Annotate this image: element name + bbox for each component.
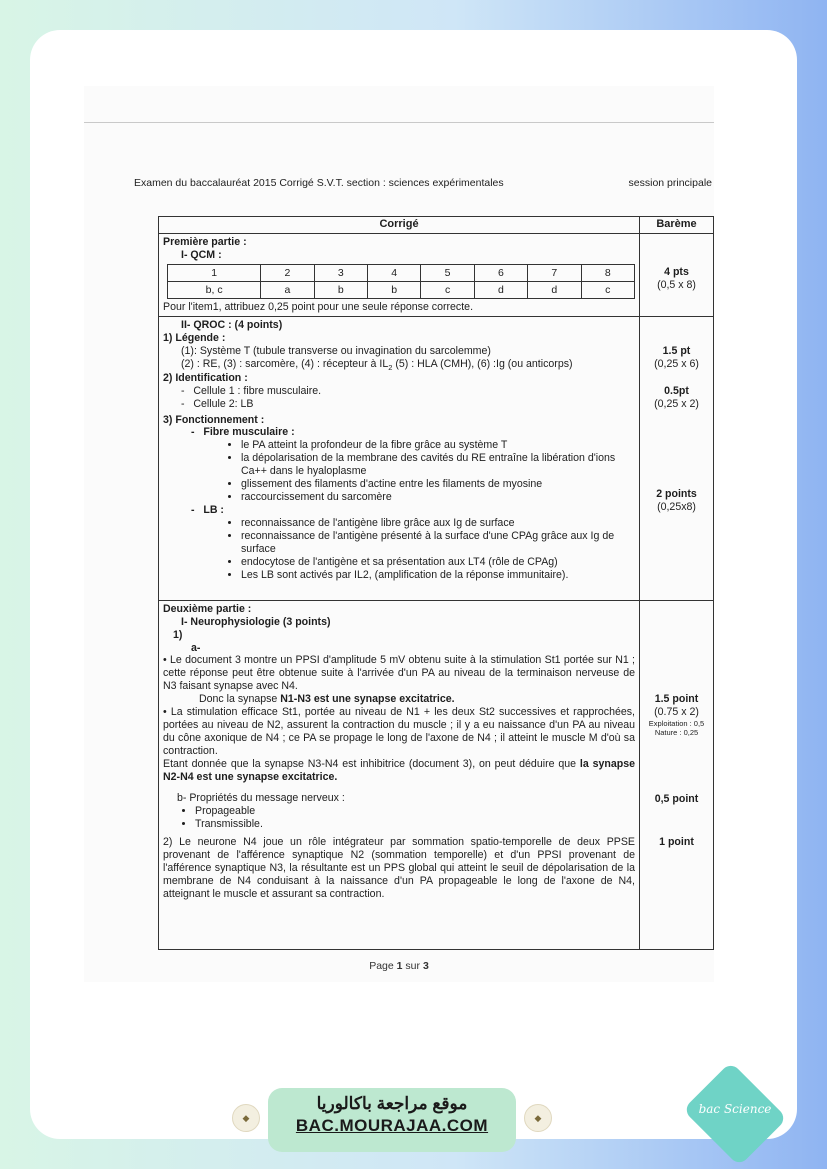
list-item: • reconnaissance de l'antigène présenté à la surface d'une CPAg grâce aux Ig de surface xyxy=(241,530,635,556)
paragraph-1: • Le document 3 montre un PPSI d'amplitude 5 mV obtenu suite à la stimulation St1 portée sur N1 ; cette réponse peut être obtenue suite à l'arrivée d'un PA au niveau de la terminaison nerveuse de N3 faisant synapse avec N4. xyxy=(163,654,636,693)
qcm-item: 3 xyxy=(314,264,367,281)
neuro-title: I- Neurophysiologie (3 points) xyxy=(181,615,331,628)
identification-cell-1-text: Cellule 1 : fibre musculaire. xyxy=(193,384,322,397)
identification-points-detail: (0,25 x 2) xyxy=(654,397,699,410)
fibre-title-text: Fibre musculaire : xyxy=(203,426,295,439)
qcm-item: 8 xyxy=(581,264,634,281)
qcm-note: Pour l'item1, attribuez 0,25 point pour une seule réponse correcte. xyxy=(163,300,474,313)
question-2-points: 1 point xyxy=(659,835,694,848)
question-a-note-exploitation: Exploitation : 0,5 xyxy=(648,718,705,728)
qcm-item: 2 xyxy=(261,264,314,281)
column-header-bareme: Barème xyxy=(640,217,714,234)
site-banner[interactable] xyxy=(268,1088,516,1152)
question-a-label: a- xyxy=(191,641,201,654)
qcm-answer-grid xyxy=(167,264,635,299)
qcm-answers-row xyxy=(168,281,635,298)
qroc-cell xyxy=(159,316,640,600)
fonctionnement-points-detail: (0,25x8) xyxy=(657,501,696,514)
question-1-label: 1) xyxy=(173,628,183,641)
paragraph-3-bold: la synapse N2-N4 est une synapse excitatrice. xyxy=(163,757,635,783)
legende-points: 1.5 pt xyxy=(662,344,691,357)
list-item: • Transmissible. xyxy=(195,818,635,831)
question-b-points: 0,5 point xyxy=(654,792,699,805)
lb-title-text: LB : xyxy=(203,504,224,516)
list-item: • le PA atteint la profondeur de la fibre grâce au système T xyxy=(241,439,635,452)
legende-points-detail: (0,25 x 6) xyxy=(654,357,699,370)
site-logo-left-icon: ◆ xyxy=(232,1104,260,1132)
qcm-item: 4 xyxy=(368,264,421,281)
page-number xyxy=(84,960,714,972)
page-number-pre: Page xyxy=(369,960,397,972)
identification-title: 2) Identification : xyxy=(163,371,248,384)
qcm-answer: d xyxy=(528,281,581,298)
legende-line-2-text: (2) : RE, (3) : sarcomère, (4) : récepteur à IL xyxy=(181,357,389,370)
qcm-cell xyxy=(159,234,640,317)
conclusion-1-pre: Donc la synapse xyxy=(199,693,281,706)
question-b-label: b- Propriétés du message nerveux : xyxy=(177,791,345,804)
list-item: • Les LB sont activés par IL2, (amplification de la réponse immunitaire). xyxy=(241,569,635,582)
banner-url-link[interactable]: BAC.MOURAJAA.COM xyxy=(295,1116,489,1135)
question-a-points: 1.5 point xyxy=(654,692,699,705)
site-logo-right-icon: ◆ xyxy=(524,1104,552,1132)
part2-cell xyxy=(159,600,640,949)
legende-subscript: 2 xyxy=(388,362,393,372)
identification-points: 0.5pt xyxy=(664,384,689,397)
qcm-points-detail: (0,5 x 8) xyxy=(657,278,696,291)
qcm-item: 7 xyxy=(528,264,581,281)
fonctionnement-title: 3) Fonctionnement : xyxy=(163,413,265,426)
qcm-item: 5 xyxy=(421,264,474,281)
qcm-points: 4 pts xyxy=(664,266,689,278)
question-2-paragraph: 2) Le neurone N4 joue un rôle intégrateur par sommation spatio-temporelle de deux PPSE provenant de l'afférence synaptique N2 (sommation temporelle) et d'un PPSI provenant de l'afférence synaptique N3, la résultante est un PPS global qui atteint le seuil de dépolarisation de la membrane de N4 conduisant à la naissance d'un PA propageable le long de l'axone de N4, atteignant le muscle et assurant sa contraction. xyxy=(163,836,635,901)
paragraph-1-text: Le document 3 montre un PPSI d'amplitude 5 mV obtenu suite à la stimulation St1 portée sur N1 ; cette réponse peut être obtenue suite à l'arrivée d'un PA au niveau de la terminaison nerveuse de N3 faisant synapse avec N4. xyxy=(163,654,636,693)
conclusion-1 xyxy=(163,693,635,706)
list-item: • reconnaissance de l'antigène libre grâce aux Ig de surface xyxy=(241,517,635,530)
list-item: • Propageable xyxy=(195,805,635,818)
fibre-title: - Fibre musculaire : xyxy=(191,426,295,439)
qcm-item: 6 xyxy=(474,264,527,281)
question-a-note-nature: Nature : 0,25 xyxy=(654,727,699,737)
qcm-answer: d xyxy=(474,281,527,298)
legende-line-2 xyxy=(163,358,635,372)
paragraph-3 xyxy=(163,758,635,784)
document-header xyxy=(134,177,712,189)
scanned-document xyxy=(84,86,714,982)
banner-arabic-text: موقع مراجعة باكالوريا xyxy=(316,1094,468,1113)
list-item: • endocytose de l'antigène et sa présentation aux LT4 (rôle de CPAg) xyxy=(241,556,635,569)
part2-title: Deuxième partie : xyxy=(163,602,252,615)
list-item: • glissement des filaments d'actine entre les filaments de myosine xyxy=(241,478,635,491)
page-number-total: 3 xyxy=(422,960,429,972)
qroc-title: II- QROC : (4 points) xyxy=(181,318,283,331)
qcm-items-row xyxy=(168,264,635,281)
fonctionnement-points: 2 points xyxy=(656,488,697,501)
identification-cell-2: - Cellule 2: LB xyxy=(181,397,254,410)
list-item: • raccourcissement du sarcomère xyxy=(241,491,635,504)
qcm-answer: b, c xyxy=(168,281,261,298)
qcm-answer: b xyxy=(314,281,367,298)
paragraph-3-pre: Etant donnée que la synapse N3-N4 est inhibitrice (document 3), on peut déduire que xyxy=(163,757,580,770)
list-item: • la dépolarisation de la membrane des cavités du RE entraîne la libération d'ions Ca++ dans le hyaloplasme xyxy=(241,452,635,478)
qcm-answer: c xyxy=(421,281,474,298)
identification-cell-1: - Cellule 1 : fibre musculaire. xyxy=(181,384,322,397)
qroc-bareme xyxy=(640,316,714,600)
page-number-mid: sur xyxy=(402,960,423,972)
identification-cell-2-text: Cellule 2: LB xyxy=(193,397,254,410)
part2-bareme xyxy=(640,600,714,949)
header-session: session principale xyxy=(628,177,712,189)
legende-title: 1) Légende : xyxy=(163,331,226,344)
qcm-answer: a xyxy=(261,281,314,298)
qcm-item: 1 xyxy=(168,264,261,281)
bac-science-logo-text: bac Science xyxy=(698,1102,772,1116)
lb-title: - LB : xyxy=(191,504,224,516)
legende-line-1: (1): Système T (tubule transverse ou invagination du sarcolemme) xyxy=(181,344,491,357)
qcm-bareme xyxy=(640,234,714,317)
lb-list xyxy=(163,517,635,582)
paragraph-2-text: La stimulation efficace St1, portée au niveau de N1 + les deux St2 successives et rapprochées, portées au niveau de N2, assurent la contraction du muscle ; il y a eu naissance d'un PA au niveau du cône axonique de N4 ; ce PA se propage le long de l'axone de N4 ; il atteint le muscle M d'où sa contraction. xyxy=(163,706,635,757)
qcm-answer: b xyxy=(368,281,421,298)
part1-title: Première partie : xyxy=(163,236,247,248)
paragraph-2: • La stimulation efficace St1, portée au niveau de N1 + les deux St2 successives et rapprochées, portées au niveau de N2, assurent la contraction du muscle ; il y a eu naissance d'un PA au niveau du cône axonique de N4 ; ce PA se propage le long de l'axone de N4 ; il atteint le muscle M d'où sa contraction. xyxy=(163,706,635,757)
column-header-corrige: Corrigé xyxy=(159,217,640,234)
correction-table xyxy=(158,216,714,950)
fibre-list xyxy=(163,439,635,504)
header-exam-title: Examen du baccalauréat 2015 Corrigé S.V.T. section : sciences expérimentales xyxy=(134,177,504,189)
question-a-points-detail: (0.75 x 2) xyxy=(654,705,699,718)
qcm-title: I- QCM : xyxy=(181,248,222,261)
scan-edge-line xyxy=(84,122,714,123)
page-number-current: 1 xyxy=(396,960,403,972)
conclusion-1-bold: N1-N3 est une synapse excitatrice. xyxy=(280,693,455,706)
qcm-answer: c xyxy=(581,281,634,298)
legende-line-2-rest: (5) : HLA (CMH), (6) :Ig (ou anticorps) xyxy=(392,357,573,370)
properties-list xyxy=(163,805,635,831)
